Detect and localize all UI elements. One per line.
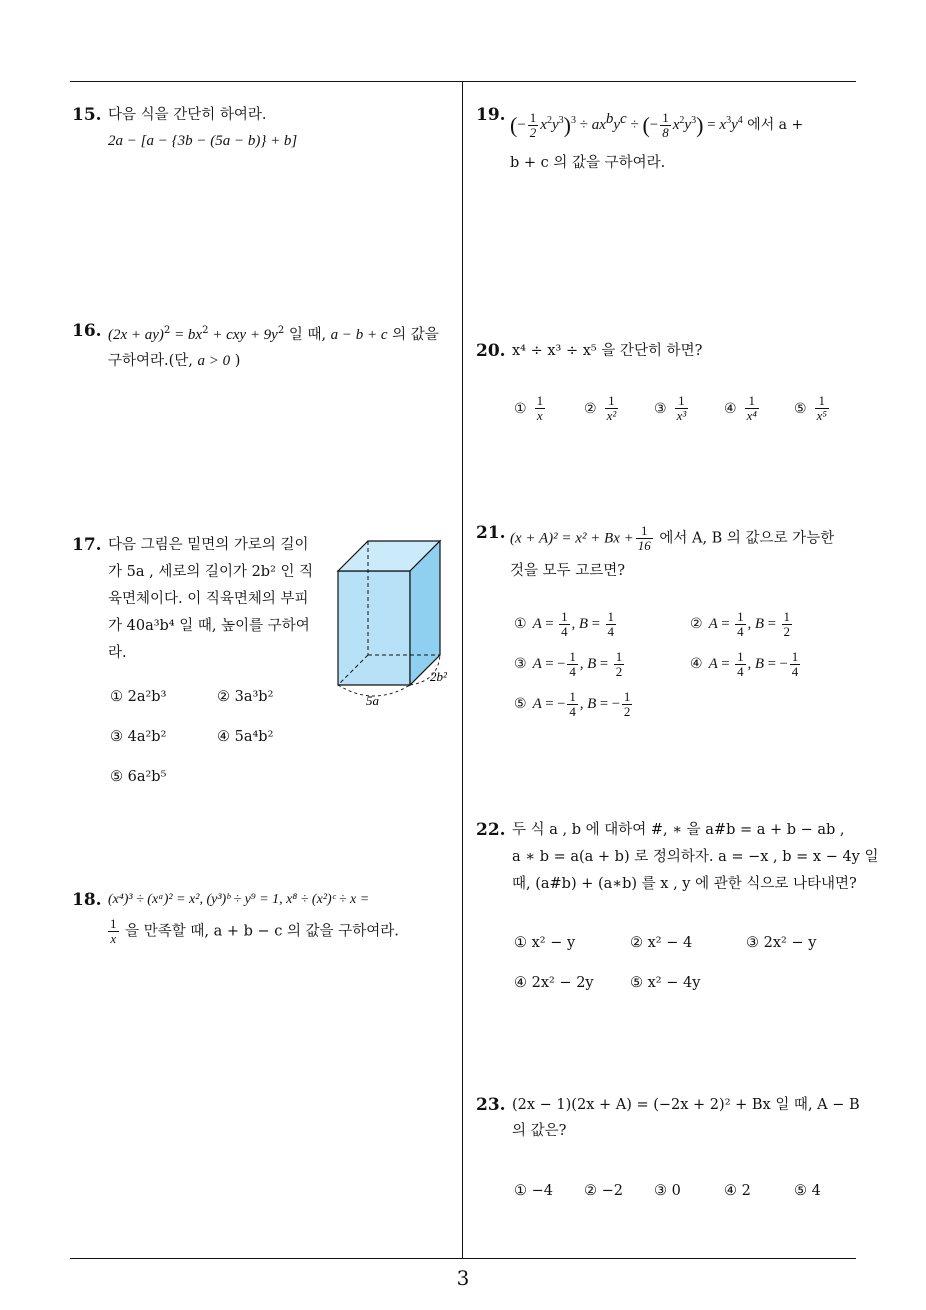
question-number: 17. (72, 535, 102, 555)
bottom-rule (70, 1258, 856, 1259)
numerator: 1 (536, 393, 544, 408)
cuboid-figure (330, 535, 455, 710)
option-4[interactable]: ④ 2 (724, 1183, 751, 1199)
question-number: 21. (476, 523, 506, 543)
fraction (108, 917, 119, 946)
option-4[interactable] (724, 394, 761, 423)
option-1[interactable]: ① 2a²b³ (110, 689, 167, 705)
denominator: 8 (662, 125, 669, 141)
question-text: 에서 A, B 의 값으로 가능한 (654, 530, 835, 547)
question-16: 16. $(2x + ay)^2 = bx^2$ + cxy + $9y^2$ 일 때, a − b + c 의 값을 구하여라.(단, a > 0 ) (72, 318, 457, 378)
option-2[interactable]: ② x² − 4 (630, 935, 693, 951)
option-5[interactable] (794, 394, 831, 423)
option-5[interactable]: ⑤ x² − 4y (630, 975, 701, 991)
denominator: x (536, 408, 543, 423)
question-number: 20. (476, 341, 506, 361)
question-line: 가 5a , 세로의 길이가 2b² 인 직 (108, 564, 314, 580)
option-4[interactable]: ④ A = $\frac{1}{4}$ , B = − $\frac{1}{4}$ (690, 649, 799, 679)
question-number: 22. (476, 820, 506, 840)
option-4[interactable]: ④ 2x² − 2y (514, 975, 594, 991)
option-2[interactable]: ② A = $\frac{1}{4}$ , B = $\frac{1}{2}$ (690, 609, 791, 639)
option-marker: ③ (654, 400, 667, 417)
expr-part: a > 0 (197, 352, 231, 369)
expr-part: (2x + ay) (108, 326, 164, 343)
question-text: 것을 모두 고르면? (510, 563, 626, 579)
question-line: 다음 그림은 밑면의 가로의 길이 (108, 537, 309, 553)
option-marker: ② (584, 400, 597, 417)
numerator: 1 (662, 110, 669, 126)
option-2[interactable]: ② 3a³b² (217, 689, 274, 705)
fraction (528, 111, 539, 140)
text-part: 구하여라.(단, (108, 352, 198, 369)
top-rule (70, 81, 856, 82)
option-4[interactable]: ④ 5a⁴b² (217, 729, 274, 745)
expr-part: + cxy + 9y (208, 326, 278, 343)
question-21 (476, 520, 861, 730)
label-depth: 2b² (430, 669, 447, 684)
question-20 (476, 338, 861, 438)
expr-part: a − b + c (330, 326, 388, 343)
option-3[interactable]: ③ 4a²b² (110, 729, 167, 745)
option-1[interactable]: ① A = $\frac{1}{4}$ , B = $\frac{1}{4}$ (514, 609, 615, 639)
numerator: 1 (605, 394, 619, 409)
question-line: 때, (a#b) + (a∗b) 를 x , y 에 관한 식으로 나타내면? (512, 876, 857, 892)
option-3[interactable]: ③ A = − $\frac{1}{4}$ , B = $\frac{1}{2}$ (514, 649, 623, 679)
question-22 (476, 817, 879, 997)
question-number: 15. (72, 105, 102, 125)
denominator: 2 (529, 125, 537, 141)
question-text: x⁴ ÷ x³ ÷ x⁵ 을 간단히 하면? (512, 343, 703, 359)
question-number: 18. (72, 890, 102, 910)
fraction (636, 524, 653, 553)
option-2[interactable]: ② −2 (584, 1183, 623, 1199)
question-line: a ∗ b = a(a + b) 로 정의하자. a = −x , b = x − 4y 일 (512, 849, 879, 865)
question-expression: (x + A)² = x² + Bx + (510, 530, 634, 547)
option-marker: ⑤ (794, 400, 807, 417)
question-text: 에서 a + (742, 117, 804, 133)
question-line: 가 40a³b⁴ 일 때, 높이를 구하여 (108, 618, 310, 634)
fraction (660, 111, 671, 140)
option-3[interactable]: ③ 2x² − y (746, 935, 817, 951)
question-line: 육면체이다. 이 직육면체의 부피 (108, 591, 309, 607)
column-divider (462, 81, 463, 1258)
question-18 (72, 887, 457, 957)
question-15 (72, 102, 452, 162)
option-5[interactable]: ⑤ A = − $\frac{1}{4}$ , B = − $\frac{1}{2}$ (514, 689, 631, 719)
option-3[interactable] (654, 394, 690, 423)
denominator: x⁵ (816, 408, 827, 423)
text-part: ) (230, 352, 241, 369)
question-number: 23. (476, 1095, 506, 1115)
option-1[interactable]: ① x² − y (514, 935, 576, 951)
option-marker: ④ (724, 400, 737, 417)
question-line: 두 식 a , b 에 대하여 #, ∗ 을 a#b = a + b − ab , (512, 822, 845, 838)
numerator: 1 (815, 394, 829, 409)
text-part: 의 값을 (387, 326, 439, 343)
label-width: 5a (366, 693, 379, 708)
option-marker: ① (514, 400, 527, 417)
numerator: 1 (745, 394, 759, 409)
numerator: 1 (110, 916, 117, 931)
numerator: 1 (529, 110, 537, 126)
question-23 (476, 1092, 861, 1202)
cuboid-front-face (338, 571, 410, 685)
question-number: 19. (476, 105, 506, 125)
question-line: (2x − 1)(2x + A) = (−2x + 2)² + Bx 일 때, A − B (512, 1097, 860, 1113)
option-1[interactable] (514, 394, 547, 423)
option-5[interactable]: ⑤ 4 (794, 1183, 821, 1199)
denominator: x⁴ (746, 408, 757, 423)
question-19: 19. (− $\frac{1}{2}$ $x^2y^3)^3 \div ax^by^c$ ÷ (− $\frac{1}{8}$ $x^2y^3) = x^3y^4$ 에서 a + b + c 의 값을 구하여라. (476, 102, 861, 182)
page-number: 3 (456, 1266, 470, 1290)
question-expression: (x⁴)³ ÷ (xᵃ)² = x², (y³)ᵇ ÷ y⁹ = 1, x⁸ ÷ (x²)ᶜ ÷ x = (108, 892, 370, 907)
question-text: 을 만족할 때, a + b − c 의 값을 구하여라. (120, 923, 399, 940)
denominator: x² (606, 408, 617, 423)
option-2[interactable] (584, 394, 620, 423)
text-part: 일 때, (284, 326, 331, 343)
numerator: 1 (636, 524, 653, 539)
numerator: 1 (675, 394, 689, 409)
question-expression: 2a − [a − {3b − (5a − b)} + b] (108, 133, 298, 149)
question-text: b + c 의 값을 구하여라. (510, 155, 666, 171)
question-number: 16. (72, 321, 102, 341)
question-line: 라. (108, 645, 127, 661)
option-5[interactable]: ⑤ 6a²b⁵ (110, 769, 167, 785)
denominator: x (110, 931, 117, 946)
option-3[interactable]: ③ 0 (654, 1183, 681, 1199)
denominator: 16 (637, 538, 651, 553)
option-1[interactable]: ① −4 (514, 1183, 553, 1199)
denominator: x³ (676, 408, 687, 423)
question-text: 다음 식을 간단히 하여라. (108, 107, 267, 123)
question-line: 의 값은? (512, 1123, 567, 1139)
expr-part: = bx (170, 326, 203, 343)
